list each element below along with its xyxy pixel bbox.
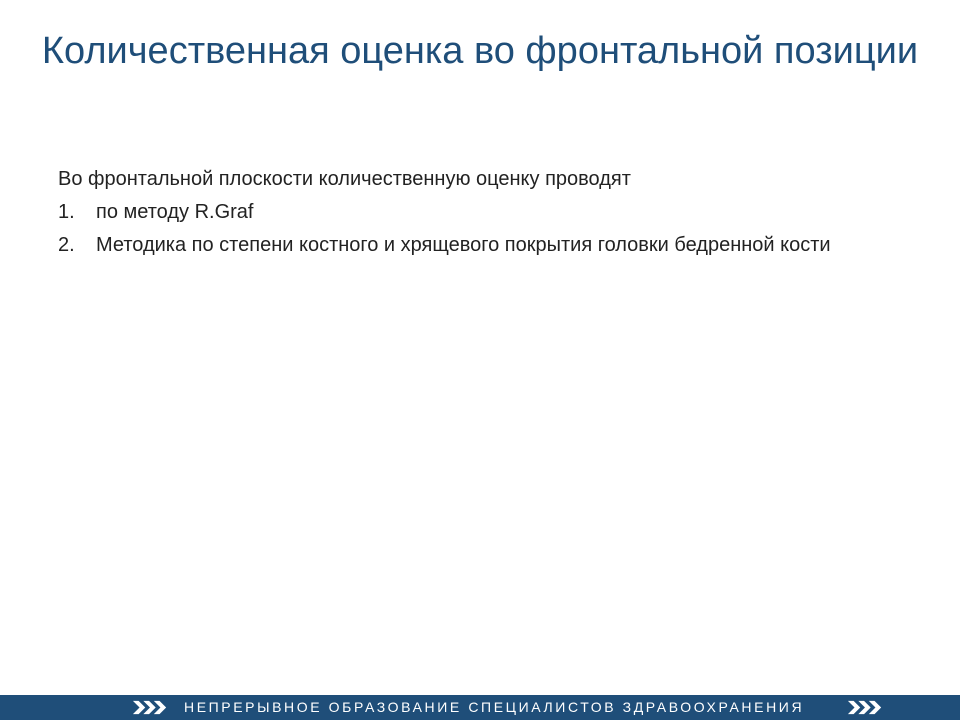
- footer-bar: [0, 695, 960, 720]
- intro-text: Во фронтальной плоскости количественную оценку проводят: [58, 168, 631, 190]
- slide-title: Количественная оценка во фронтальной позиции: [41, 30, 919, 72]
- list-item-text: Методика по степени костного и хрящевого покрытия головки бедренной кости: [96, 234, 831, 256]
- list-item-text: по методу R.Graf: [96, 201, 254, 223]
- footer-text: НЕПРЕРЫВНОЕ ОБРАЗОВАНИЕ СПЕЦИАЛИСТОВ ЗДРАВООХРАНЕНИЯ: [184, 699, 805, 715]
- list-item: [58, 197, 918, 227]
- double-chevron-right-icon: [130, 698, 170, 717]
- numbered-list: [58, 197, 918, 260]
- list-item-number: 1.: [58, 201, 75, 223]
- list-item: [58, 230, 918, 260]
- list-item-number: 2.: [58, 234, 75, 256]
- slide-content: [58, 164, 918, 263]
- double-chevron-right-icon: [845, 698, 885, 717]
